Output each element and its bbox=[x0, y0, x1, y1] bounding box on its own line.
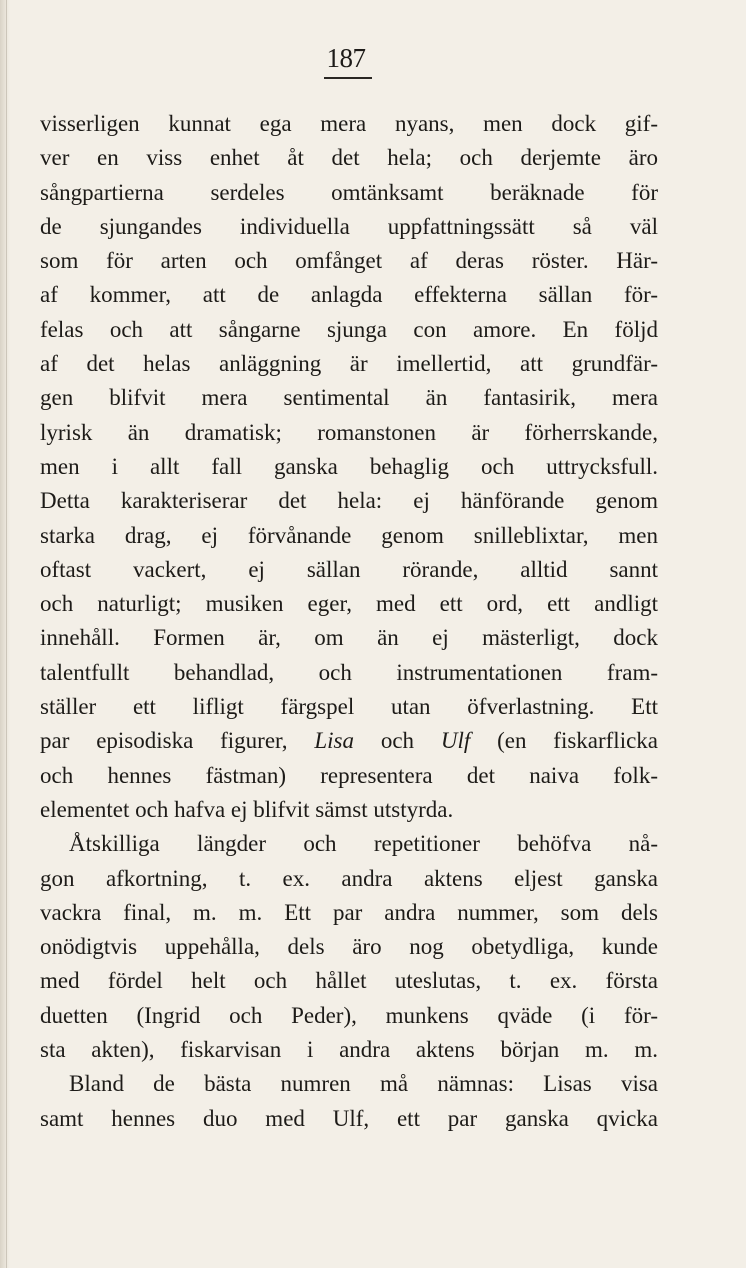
text-line bbox=[40, 724, 658, 758]
text-line bbox=[40, 313, 658, 347]
text-segment: Detta karakteriserar det hela: ej hänförande genom bbox=[40, 488, 658, 514]
text-line bbox=[40, 107, 658, 141]
text-segment: ställer ett lifligt färgspel utan öfverlastning. Ett bbox=[40, 694, 658, 720]
italic-name: Lisa bbox=[314, 728, 354, 754]
text-line bbox=[40, 553, 658, 587]
text-segment: innehåll. Formen är, om än ej mästerligt, dock bbox=[40, 625, 658, 651]
text-segment: sta akten), fiskarvisan i andra aktens början m. m. bbox=[40, 1037, 658, 1063]
text-line bbox=[40, 278, 658, 312]
text-line bbox=[40, 793, 658, 827]
text-segment: af kommer, att de anlagda effekterna sällan för- bbox=[40, 282, 658, 308]
text-segment: och hennes fästman) representera det naiva folk- bbox=[40, 762, 658, 788]
text-segment: vackra final, m. m. Ett par andra nummer, som dels bbox=[40, 899, 658, 925]
text-segment: med fördel helt och hållet uteslutas, t. ex. första bbox=[40, 968, 658, 994]
text-segment: men i allt fall ganska behaglig och uttrycksfull. bbox=[40, 453, 658, 479]
text-line bbox=[40, 587, 658, 621]
page-binding-edge-line bbox=[6, 0, 7, 1268]
text-segment: som för arten och omfånget af deras röster. Här- bbox=[40, 248, 658, 274]
text-segment: sångpartierna serdeles omtänksamt beräknade för bbox=[40, 179, 658, 205]
page-number-rule bbox=[324, 77, 372, 79]
text-line bbox=[40, 381, 658, 415]
text-segment: Bland de bästa numren må nämnas: Lisas visa bbox=[69, 1071, 658, 1097]
text-segment: ver en viss enhet åt det hela; och derjemte äro bbox=[40, 145, 658, 171]
text-line bbox=[40, 210, 658, 244]
text-segment: gen blifvit mera sentimental än fantasirik, mera bbox=[40, 385, 658, 411]
text-line bbox=[40, 690, 658, 724]
text-segment: (en fiskarflicka bbox=[470, 728, 659, 754]
text-line bbox=[40, 862, 658, 896]
text-line bbox=[40, 827, 658, 861]
text-segment: gon afkortning, t. ex. andra aktens eljest ganska bbox=[40, 865, 658, 891]
text-line bbox=[40, 656, 658, 690]
text-segment: onödigtvis uppehålla, dels äro nog obetydliga, kunde bbox=[40, 934, 658, 960]
text-segment: lyrisk än dramatisk; romanstonen är förherrskande, bbox=[40, 419, 658, 445]
text-segment: samt hennes duo med Ulf, ett par ganska qvicka bbox=[40, 1105, 658, 1131]
text-segment: starka drag, ej förvånande genom snilleblixtar, men bbox=[40, 522, 658, 548]
text-segment: par episodiska figurer, bbox=[40, 728, 315, 754]
text-segment: och bbox=[354, 728, 441, 754]
text-line bbox=[40, 244, 658, 278]
text-line bbox=[40, 964, 658, 998]
text-segment: visserligen kunnat ega mera nyans, men dock gif- bbox=[40, 111, 658, 136]
text-segment: oftast vackert, ej sällan rörande, alltid sannt bbox=[40, 556, 658, 582]
text-segment: elementet och hafva ej blifvit sämst utstyrda. bbox=[40, 796, 454, 822]
page-binding-shadow bbox=[0, 0, 10, 1268]
italic-name: Ulf bbox=[440, 728, 471, 754]
text-line bbox=[40, 347, 658, 381]
text-line bbox=[40, 141, 658, 175]
text-line bbox=[40, 1067, 658, 1101]
text-line bbox=[40, 519, 658, 553]
text-segment: de sjungandes individuella uppfattningssätt så väl bbox=[40, 213, 658, 239]
text-line bbox=[40, 1033, 658, 1067]
text-line bbox=[40, 176, 658, 210]
text-line bbox=[40, 621, 658, 655]
text-line bbox=[40, 759, 658, 793]
text-line bbox=[40, 930, 658, 964]
text-segment: felas och att sångarne sjunga con amore. En följd bbox=[40, 316, 658, 342]
text-line bbox=[40, 450, 658, 484]
text-line bbox=[40, 416, 658, 450]
text-line bbox=[40, 896, 658, 930]
text-segment: af det helas anläggning är imellertid, att grundfär- bbox=[40, 351, 658, 377]
body-text bbox=[40, 107, 658, 1136]
text-segment: talentfullt behandlad, och instrumentationen fram- bbox=[40, 659, 658, 685]
text-segment: och naturligt; musiken eger, med ett ord, ett andligt bbox=[40, 591, 658, 617]
page-number: 187 bbox=[326, 43, 366, 73]
text-segment: duetten (Ingrid och Peder), munkens qväde (i för- bbox=[40, 1002, 658, 1028]
text-line bbox=[40, 999, 658, 1033]
text-line bbox=[40, 484, 658, 518]
text-segment: Åtskilliga längder och repetitioner behöfva nå- bbox=[69, 831, 658, 857]
text-line bbox=[40, 1102, 658, 1136]
